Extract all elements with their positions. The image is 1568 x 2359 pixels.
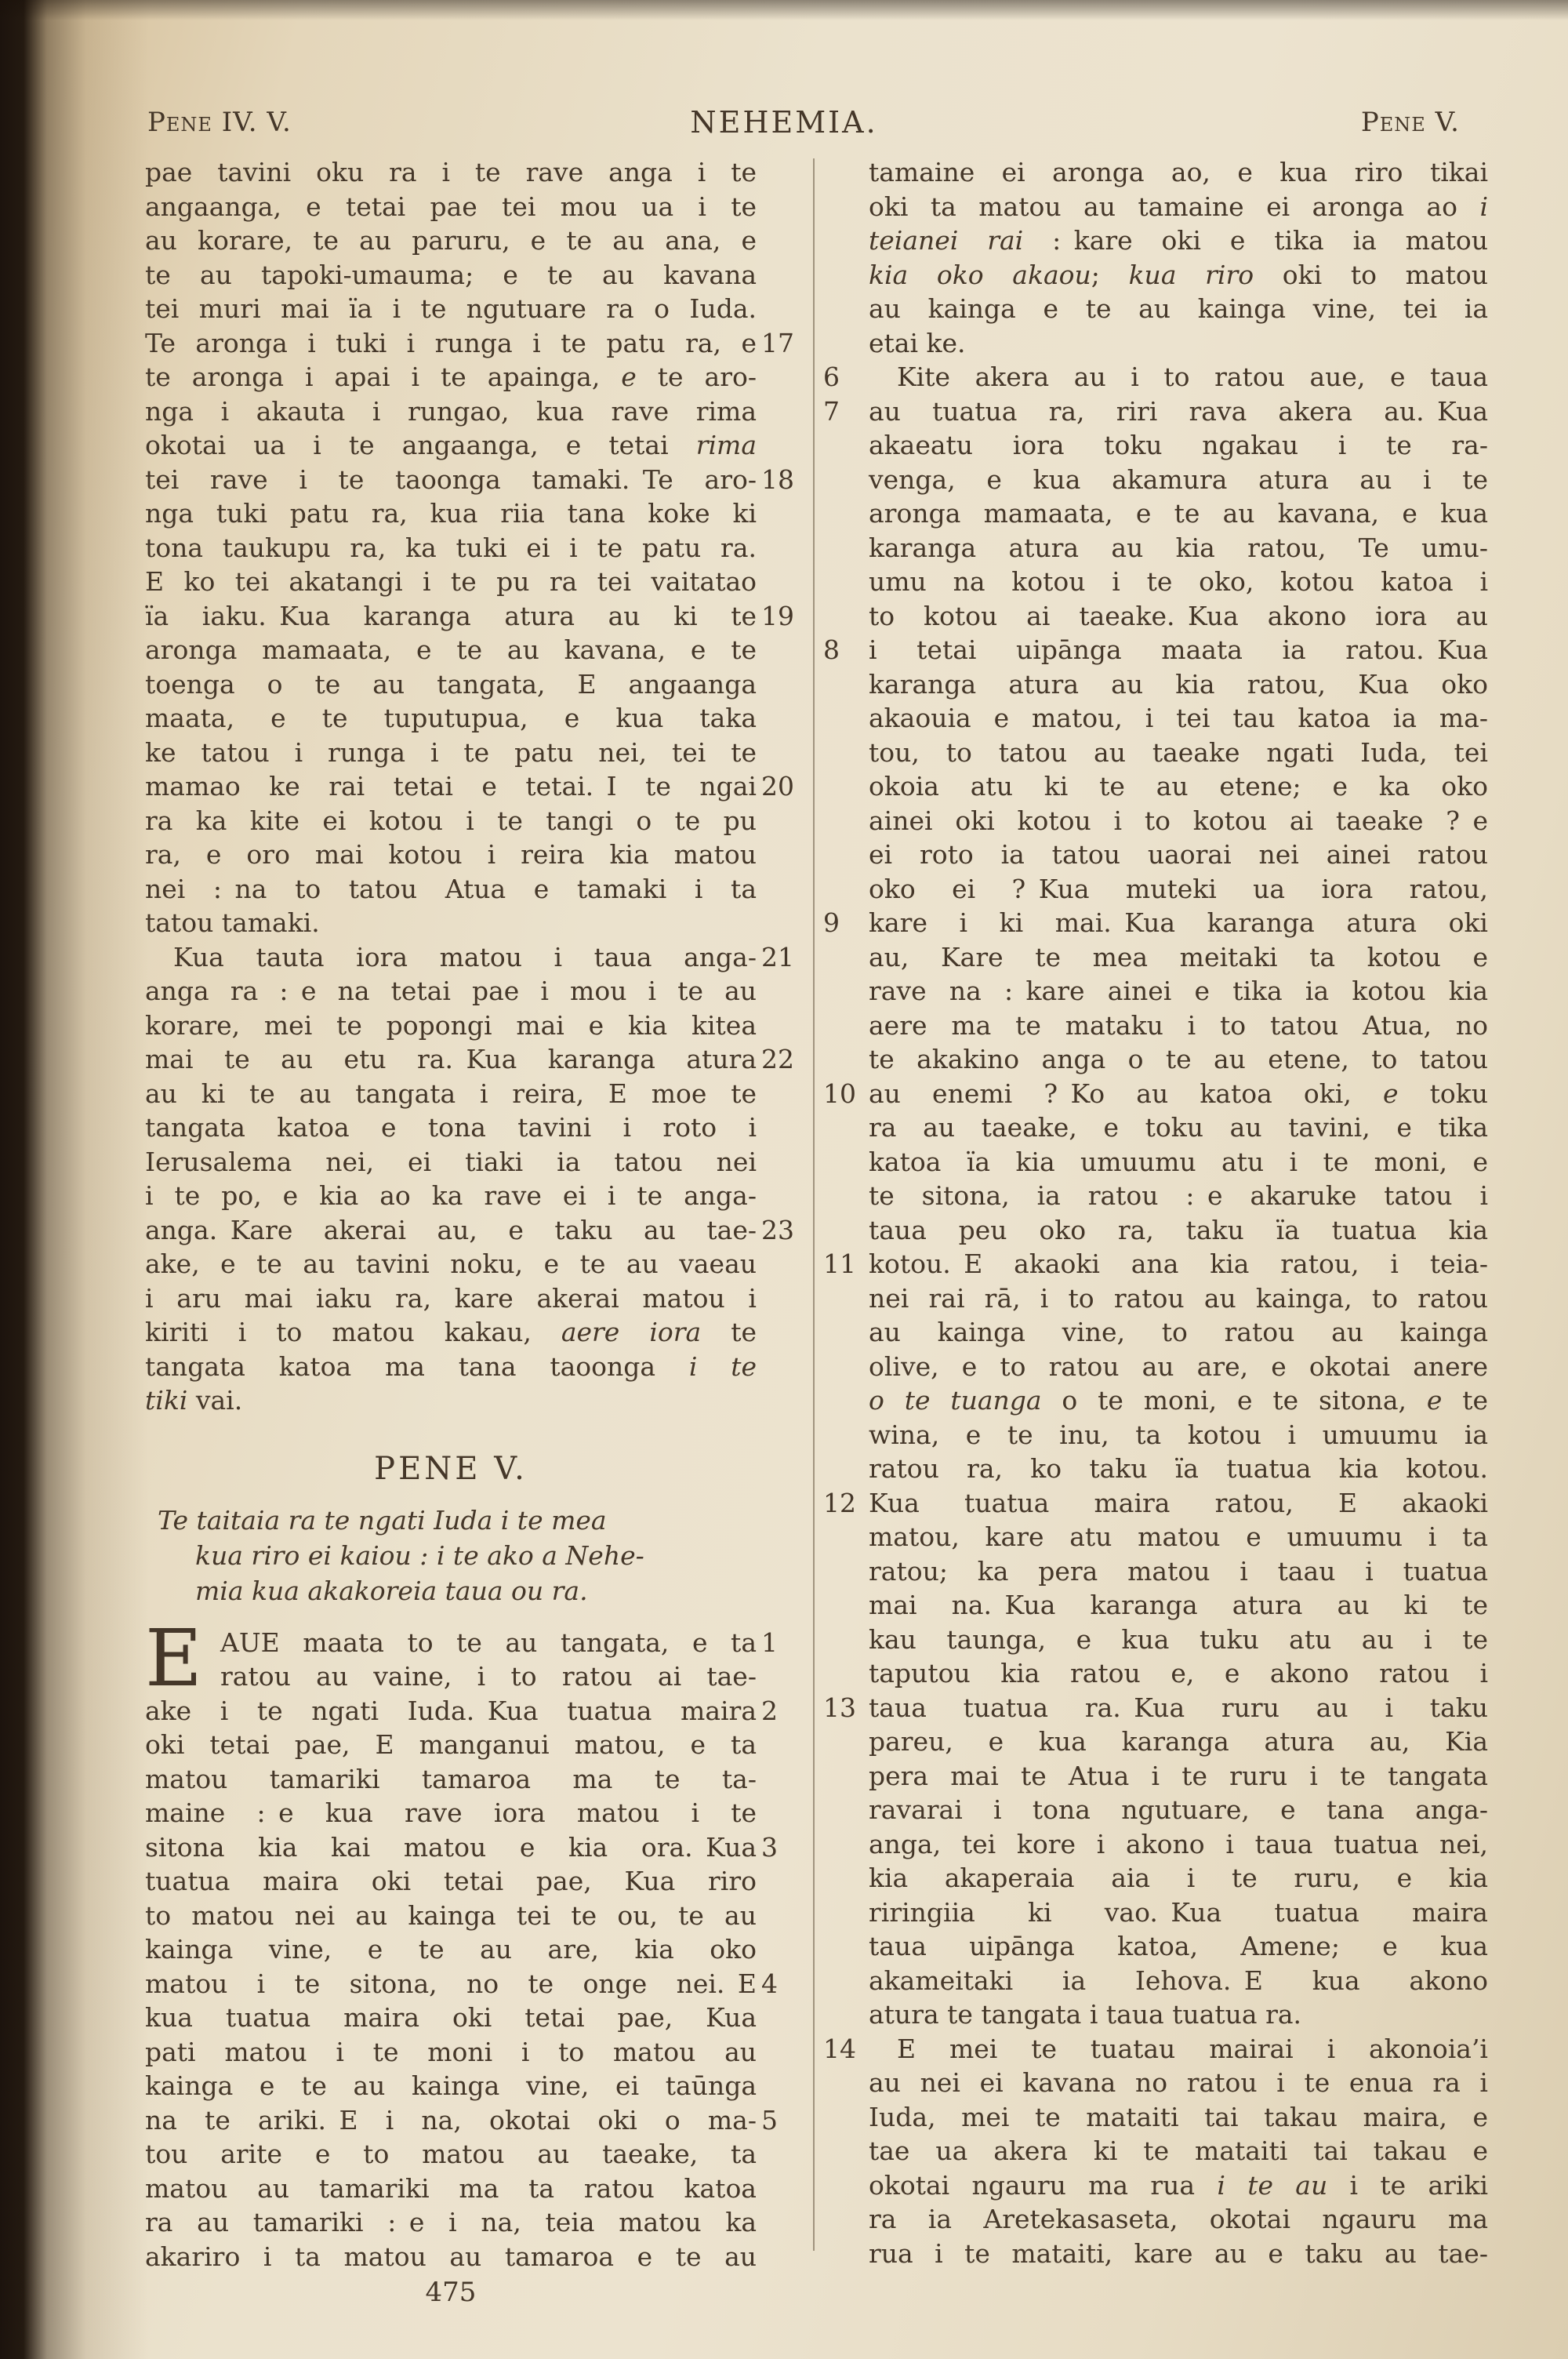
text-line [823, 360, 1488, 394]
text-run: taputou kia ratou e, e akono ratou i [869, 1658, 1488, 1688]
text-run: anga ra : e na tetai pae i mou i te au [145, 976, 757, 1006]
text-run: mai te au etu ra. Kua karanga atura [145, 1044, 757, 1074]
text-run: kotou. E akaoki ana kia ratou, i teia- [869, 1249, 1488, 1279]
text-run: tangata katoa e tona tavini i roto i [145, 1112, 757, 1143]
text-line [869, 1383, 1488, 1418]
text-run: Te aronga i tuki i runga i te patu ra, e [145, 327, 757, 358]
text-line [145, 1659, 757, 1694]
verse-block [823, 155, 1489, 2270]
text-run: Ierusalema nei, ei tiaki ia tatou nei [145, 1146, 757, 1177]
text-line [869, 326, 1488, 361]
verse-number: 23 [761, 1214, 794, 1245]
verse-block [145, 1612, 778, 2274]
text-line [145, 1932, 757, 1967]
text-line [145, 360, 757, 394]
text-run: ra ka kite ei kotou i te tangi o te pu [145, 805, 757, 836]
text-line [145, 1350, 757, 1384]
text-line [869, 1656, 1488, 1691]
text-run: au enemi ? Ko au katoa oki, [869, 1078, 1383, 1109]
text-run: venga, e kua akamura atura au i te [869, 463, 1488, 495]
text-line [145, 667, 757, 702]
text-run: to kotou ai taeake. Kua akono iora au [869, 600, 1488, 631]
text-line [869, 2100, 1488, 2135]
text-run: karanga atura au kia ratou, Te umu- [869, 532, 1488, 563]
running-head-title: NEHEMIA. [690, 105, 878, 140]
text-line [145, 1967, 778, 2001]
text-run: ra, e oro mai kotou i reira kia matou [145, 839, 757, 870]
text-run: ra ia Aretekasaseta, okotai ngauru ma [869, 2204, 1488, 2234]
text-run: au ki te au tangata i reira, E moe te [145, 1078, 757, 1109]
text-line [145, 190, 757, 224]
italic-text-run: i [1479, 191, 1488, 222]
text-line [869, 428, 1488, 463]
text-run: ratou; ka pera matou i taau i tuatua [869, 1555, 1488, 1587]
text-line [145, 1247, 757, 1281]
text-line [145, 155, 757, 190]
text-run: tei rave i te taoonga tamaki. Te aro- [145, 463, 757, 495]
text-run: na te ariki. E i na, okotai oki o ma- [145, 2104, 757, 2135]
verse-number: 4 [761, 1968, 778, 1999]
text-line [145, 804, 757, 838]
text-run: matou, kare atu matou e umuumu i ta [869, 1521, 1488, 1552]
text-line [823, 2032, 1488, 2066]
text-run: taua uipānga katoa, Amene; e kua [869, 1931, 1488, 1961]
text-run: kainga vine, e te au are, kia oko [145, 1934, 757, 1965]
verse-number: 3 [761, 1831, 778, 1863]
text-line [869, 940, 1488, 975]
text-line [145, 1728, 757, 1762]
text-run: nei rai rā, i to ratou au kainga, to ratou [869, 1282, 1488, 1314]
text-line [145, 258, 757, 293]
text-line [145, 599, 794, 634]
text-line [145, 1899, 757, 1933]
italic-text-run: i te [688, 1350, 757, 1382]
verse-number: 11 [823, 1249, 856, 1279]
text-run: tamaine ei aronga ao, e kua riro tikai [869, 157, 1488, 187]
text-run: tou, to tatou au taeake ngati Iuda, tei [869, 736, 1488, 768]
text-run: E ko tei akatangi i te pu ra tei vaitatao [145, 566, 757, 597]
verse-number: 21 [761, 941, 794, 972]
text-line [869, 258, 1488, 293]
text-line [145, 531, 757, 565]
italic-text-run: e [1426, 1385, 1443, 1416]
text-line [145, 2103, 778, 2138]
text-run: akameitaki ia Iehova. E kua akono [869, 1965, 1488, 1996]
text-line [145, 496, 757, 531]
text-line [145, 1315, 757, 1350]
text-line [823, 633, 1488, 667]
text-line [145, 736, 757, 770]
text-line [869, 838, 1488, 872]
text-run: te au tapoki-umauma; e te au kavana [145, 259, 757, 290]
text-line [145, 1830, 778, 1865]
text-run: oki tetai pae, E manganui matou, e ta [145, 1729, 757, 1760]
verse-number: 20 [761, 771, 794, 801]
text-line [145, 1145, 757, 1180]
text-line [869, 701, 1488, 736]
text-line [145, 1626, 778, 1660]
verse-number: 17 [761, 327, 794, 358]
text-line [869, 1213, 1488, 1248]
text-line [869, 1042, 1488, 1077]
text-line [869, 2168, 1488, 2203]
verse-number: 12 [823, 1487, 856, 1518]
text-line [823, 1691, 1488, 1725]
text-line [869, 1827, 1488, 1862]
text-line [145, 1281, 757, 1316]
text-line [869, 190, 1488, 224]
text-line [145, 1110, 757, 1145]
text-line [145, 394, 757, 429]
text-run: matou au tamariki ma ta ratou katoa [145, 2172, 757, 2204]
verse-number: 19 [761, 600, 794, 631]
summary-line: Te taitaia ra te ngati Iuda i te mea [158, 1504, 607, 1536]
text-line [869, 974, 1488, 1009]
text-line [869, 496, 1488, 531]
text-line [869, 736, 1488, 770]
text-run: tuatua maira oki tetai pae, Kua riro [145, 1866, 757, 1896]
right-column [823, 155, 1489, 2270]
text-line [145, 2137, 757, 2172]
text-line [145, 2069, 757, 2103]
text-line [869, 667, 1488, 702]
text-run: maata, e te tuputupua, e kua taka [145, 703, 757, 733]
text-line [145, 428, 757, 463]
text-run: akariro i ta matou au tamaroa e te au [145, 2241, 757, 2272]
text-line [869, 2134, 1488, 2168]
text-run: ratou au vaine, i to ratou ai tae- [220, 1661, 757, 1692]
text-run: ratou ra, ko taku ïa tuatua kia kotou. [869, 1453, 1488, 1484]
summary-line: kua riro ei kaiou : i te ako a Nehe- [195, 1539, 644, 1571]
text-line [145, 565, 757, 599]
running-head [0, 107, 1568, 146]
text-line [145, 838, 757, 872]
text-line [823, 1486, 1488, 1521]
page-number: 475 [425, 2277, 477, 2308]
text-line [145, 2172, 757, 2206]
text-line [145, 701, 757, 736]
italic-text-run: rima [695, 430, 757, 460]
verse-number: 18 [761, 463, 794, 495]
running-head-left: Pene IV. V. [147, 107, 292, 138]
text-run: akaeatu iora toku ngakau i te ra- [869, 430, 1488, 460]
text-line [869, 1452, 1488, 1486]
text-run: rave na : kare ainei e tika ia kotou kia [869, 976, 1488, 1006]
text-line [869, 1588, 1488, 1623]
text-run: ; [1091, 259, 1129, 290]
text-line [869, 1418, 1488, 1452]
text-run: mai na. Kua karanga atura au ki te [869, 1590, 1488, 1620]
text-run: pera mai te Atua i te ruru i te tangata [869, 1760, 1488, 1791]
text-line [823, 1247, 1488, 1281]
text-line [869, 224, 1488, 258]
text-run: au, Kare te mea meitaki ta kotou e [869, 941, 1488, 972]
text-line [869, 1110, 1488, 1145]
verse-number: 2 [761, 1695, 778, 1726]
text-line [869, 872, 1488, 907]
text-run: pareu, e kua karanga atura au, Kia [869, 1726, 1488, 1757]
text-run: Kua tuatua maira ratou, E akaoki [869, 1487, 1488, 1518]
text-run: ake, e te au tavini noku, e te au vaeau [145, 1249, 757, 1279]
text-run: tou arite e to matou au taeake, ta [145, 2139, 757, 2169]
text-line [869, 599, 1488, 634]
text-run: korare, mei te popongi mai e kia kitea [145, 1009, 757, 1041]
text-run: ake i te ngati Iuda. Kua tuatua maira [145, 1695, 757, 1726]
verse-number: 9 [823, 907, 840, 938]
text-line [145, 1213, 794, 1248]
text-line [869, 1520, 1488, 1554]
text-run: ei roto ia tatou uaorai nei ainei ratou [869, 839, 1488, 870]
text-line [145, 940, 794, 975]
text-run: etai ke. [869, 327, 966, 358]
text-run: sitona kia kai matou e kia ora. Kua [145, 1831, 757, 1863]
text-run: kare i ki mai. Kua karanga atura oki [869, 907, 1488, 938]
text-run: tona taukupu ra, ka tuki ei i te patu ra. [145, 532, 757, 563]
text-run: matou tamariki tamaroa ma te ta- [145, 1763, 757, 1794]
text-line [145, 769, 794, 804]
text-run: karanga atura au kia ratou, Kua oko [869, 668, 1488, 700]
text-run: oki to matou [1254, 259, 1489, 290]
text-run: rua i te mataiti, kare au e taku au tae- [869, 2237, 1488, 2269]
text-run: olive, e to ratou au are, e okotai anere [869, 1350, 1488, 1382]
text-line [869, 2237, 1488, 2271]
text-line [145, 974, 757, 1009]
text-run: tae ua akera ki te mataiti tai takau e [869, 2135, 1488, 2166]
text-run: tangata katoa ma tana taoonga [145, 1350, 689, 1382]
text-run: : kare oki e tika ia matou [1023, 225, 1489, 256]
chapter-heading: PENE V. [374, 1450, 528, 1487]
text-line [145, 906, 757, 940]
text-run: oki ta matou au tamaine ei aronga ao [869, 191, 1480, 222]
text-line [145, 1796, 757, 1830]
column-divider [813, 158, 815, 2251]
text-run: ra au taeake, e toku au tavini, e tika [869, 1112, 1488, 1143]
text-line [145, 1077, 757, 1111]
text-run: toenga o te au tangata, E angaanga [145, 668, 757, 700]
text-run: te akakino anga o te au etene, to tatou [869, 1044, 1488, 1074]
text-line [869, 292, 1488, 326]
text-run: ravarai i tona ngutuare, e tana anga- [869, 1794, 1488, 1825]
text-run: wina, e te inu, ta kotou i umuumu ia [869, 1419, 1488, 1450]
text-run: kiriti i to matou kakau, [145, 1317, 561, 1347]
text-run: toku [1398, 1078, 1488, 1109]
text-run: te aro- [636, 362, 757, 392]
text-line [145, 2001, 757, 2035]
text-run: Iuda, mei te mataiti tai takau maira, e [869, 2101, 1488, 2132]
verse-number: 1 [761, 1627, 778, 1658]
text-run: taua tuatua ra. Kua ruru au i taku [869, 1692, 1488, 1723]
text-run: E mei te tuatau mairai i akonoia’i [897, 2033, 1488, 2064]
italic-text-run: e [1382, 1078, 1399, 1109]
text-run: pati matou i te moni i to matou au [145, 2036, 757, 2067]
text-line [145, 2205, 757, 2240]
summary-line: mia kua akakoreia taua ou ra. [195, 1575, 588, 1606]
drop-cap: E [145, 1612, 202, 1704]
running-head-right: Pene V. [1360, 107, 1460, 138]
text-run: au kainga vine, to ratou au kainga [869, 1317, 1488, 1347]
text-run: te [701, 1317, 757, 1347]
text-line [145, 1009, 757, 1043]
text-run: te aronga i apai i te apainga, [145, 362, 622, 392]
text-line [869, 1623, 1488, 1657]
text-run: riringiia ki vao. Kua tuatua maira [869, 1896, 1488, 1928]
text-line [145, 633, 757, 667]
text-line [869, 1554, 1488, 1589]
text-run: au korare, te au paruru, e te au ana, e [145, 225, 757, 256]
text-line [869, 1861, 1488, 1896]
text-run: umu na kotou i te oko, kotou katoa i [869, 566, 1488, 597]
text-run: matou i te sitona, no te onge nei. E [145, 1968, 757, 1999]
text-run: au kainga e te au kainga vine, tei ia [869, 293, 1488, 324]
verse-number: 10 [823, 1078, 856, 1109]
text-run: to matou nei au kainga tei te ou, te au [145, 1899, 757, 1931]
text-run: i te po, e kia ao ka rave ei i te anga- [145, 1180, 757, 1211]
text-run: nga tuki patu ra, kua riia tana koke ki [145, 498, 757, 529]
text-line [145, 1383, 757, 1418]
text-run: aronga mamaata, e te au kavana, e kua [869, 498, 1488, 529]
text-line [869, 1896, 1488, 1930]
text-run: okotai ua i te angaanga, e tetai [145, 430, 696, 460]
text-run: o te moni, e te sitona, [1041, 1385, 1427, 1416]
text-line [145, 292, 757, 326]
text-line [145, 224, 757, 258]
text-run: aronga mamaata, e te au kavana, e te [145, 634, 757, 665]
text-line [869, 1009, 1488, 1043]
italic-text-run: kia oko akaou [869, 259, 1091, 290]
text-run: nga i akauta i rungao, kua rave rima [145, 395, 757, 427]
text-run: kia akaperaia aia i te ruru, e kia [869, 1863, 1488, 1893]
text-run: oko ei ? Kua muteki ua iora ratou, [869, 873, 1488, 904]
text-line [869, 1179, 1488, 1213]
text-run: nei : na to tatou Atua e tamaki i ta [145, 873, 757, 904]
text-line [869, 1145, 1488, 1180]
text-line [869, 804, 1488, 838]
left-column [145, 155, 794, 2310]
text-line [869, 1281, 1488, 1316]
text-run: ainei oki kotou i to kotou ai taeake ? e [869, 805, 1488, 836]
text-line [869, 1759, 1488, 1794]
text-run: AUE maata to te au tangata, e ta [220, 1627, 757, 1658]
text-line [869, 1350, 1488, 1384]
text-run: kua tuatua maira oki tetai pae, Kua [145, 2002, 757, 2033]
text-run: ra au tamariki : e i na, teia matou ka [145, 2207, 757, 2237]
verse-number: 8 [823, 634, 840, 665]
text-run: pae tavini oku ra i te rave anga i te [145, 157, 757, 187]
text-line [869, 463, 1488, 497]
text-run: angaanga, e tetai pae tei mou ua i te [145, 191, 757, 222]
text-line [145, 1864, 757, 1899]
text-line [145, 326, 794, 361]
text-line [145, 463, 794, 497]
text-run: aere ma te mataku i to tatou Atua, no [869, 1009, 1488, 1041]
text-line [869, 2202, 1488, 2237]
text-line [869, 1964, 1488, 1998]
verse-number: 7 [823, 395, 840, 427]
verse-number: 22 [761, 1044, 794, 1074]
text-run: okotai ngauru ma rua [869, 2169, 1218, 2201]
italic-text-run: aere iora [561, 1317, 702, 1347]
text-run: i te ariki [1327, 2169, 1488, 2201]
text-line [869, 1315, 1488, 1350]
text-run: akaouia e matou, i tei tau katoa ia ma- [869, 703, 1488, 733]
text-run: te sitona, ia ratou : e akaruke tatou i [869, 1180, 1488, 1211]
text-line [869, 1793, 1488, 1827]
text-run: Kua tauta iora matou i taua anga- [173, 941, 757, 972]
verse-number: 6 [823, 362, 840, 392]
text-line [145, 872, 757, 907]
text-line [145, 2035, 757, 2070]
chapter-summary [145, 1503, 757, 1608]
text-run: ïa iaku. Kua karanga atura au ki te [145, 600, 757, 631]
text-line [869, 769, 1488, 804]
text-line [869, 531, 1488, 565]
italic-text-run: i te au [1217, 2169, 1328, 2201]
text-run: kau taunga, e kua tuku atu au i te [869, 1623, 1488, 1655]
italic-text-run: e [621, 362, 637, 392]
text-run: mamao ke rai tetai e tetai. I te ngai [145, 771, 757, 801]
text-line [823, 906, 1488, 940]
text-run: i tetai uipānga maata ia ratou. Kua [869, 634, 1488, 665]
text-run: taua peu oko ra, taku ïa tuatua kia [869, 1214, 1488, 1245]
text-run: vai. [187, 1385, 243, 1416]
text-line [823, 1077, 1488, 1111]
text-line [145, 2240, 757, 2274]
text-run: anga. Kare akerai au, e taku au tae- [145, 1214, 757, 1245]
text-run: atura te tangata i taua tuatua ra. [869, 1999, 1302, 2030]
text-line [145, 1179, 757, 1213]
text-line [145, 1694, 778, 1728]
verse-number: 13 [823, 1692, 856, 1723]
text-run: i aru mai iaku ra, kare akerai matou i [145, 1282, 757, 1314]
text-line [869, 1725, 1488, 1759]
text-line [869, 565, 1488, 599]
italic-text-run: teianei rai [869, 225, 1024, 256]
text-line [145, 1042, 794, 1077]
text-run: maine : e kua rave iora matou i te [145, 1797, 757, 1828]
italic-text-run: tiki [145, 1385, 188, 1416]
text-run: tei muri mai ïa i te ngutuare ra o Iuda. [145, 293, 757, 324]
text-line [869, 2066, 1488, 2100]
text-run: okoia atu ki te au etene; e ka oko [869, 771, 1488, 801]
text-run: Kite akera au i to ratou aue, e taua [897, 362, 1488, 392]
text-run: au tuatua ra, riri rava akera au. Kua [869, 395, 1488, 427]
text-run: au nei ei kavana no ratou i te enua ra i [869, 2067, 1488, 2098]
text-run: anga, tei kore i akono i taua tuatua nei, [869, 1828, 1488, 1859]
italic-text-run: o te tuanga [869, 1385, 1042, 1416]
text-line [869, 1997, 1488, 2032]
text-line [823, 394, 1488, 429]
italic-text-run: kua riro [1128, 259, 1254, 290]
text-run: tatou tamaki. [145, 907, 320, 938]
verse-number: 14 [823, 2033, 856, 2064]
text-run: katoa ïa kia umuumu atu i te moni, e [869, 1146, 1488, 1177]
text-line [869, 155, 1488, 190]
text-line [869, 1929, 1488, 1964]
text-run: kainga e te au kainga vine, ei taūnga [145, 2070, 757, 2101]
verse-block [145, 155, 794, 1418]
text-run: te [1442, 1385, 1488, 1416]
text-line [145, 1762, 757, 1797]
text-run: ke tatou i runga i te patu nei, tei te [145, 736, 757, 768]
verse-number: 5 [761, 2104, 778, 2135]
